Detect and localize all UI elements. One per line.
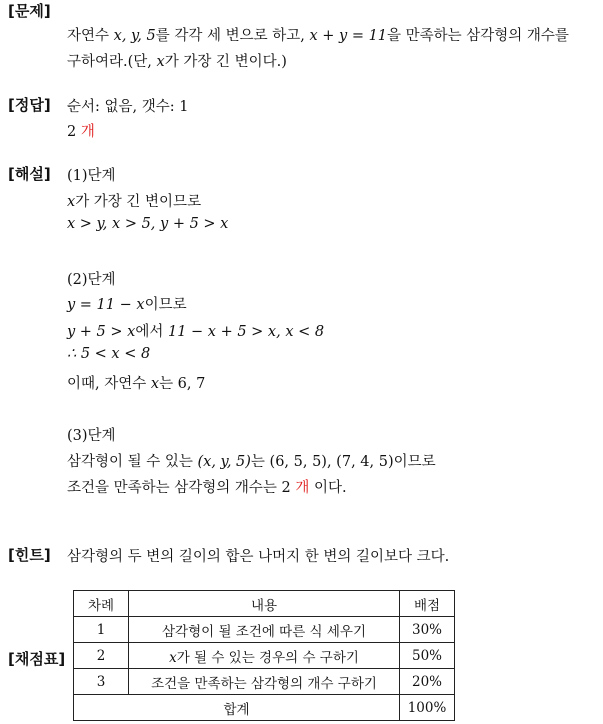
step2-line-1: y = 11 − x이므로 [67, 297, 187, 313]
step2-line-4: 이때, 자연수 x는 6, 7 [67, 376, 206, 392]
step2-line-2: y + 5 > x에서 11 − x + 5 > x, x < 8 [67, 324, 325, 340]
header-points: 배점 [400, 591, 455, 617]
row-content: 삼각형이 될 조건에 따른 식 세우기 [129, 617, 400, 643]
problem-line-2: 구하여라.(단, x가 가장 긴 변이다.) [67, 54, 287, 70]
table-row [74, 643, 455, 669]
step3-line-1: 삼각형이 될 수 있는 (x, y, 5)는 (6, 5, 5), (7, 4, 5)이므로 [67, 454, 436, 470]
total-label: 합계 [74, 695, 400, 721]
hint-label: [힌트] [8, 546, 51, 564]
table-row [74, 669, 455, 695]
step3-line-2: 조건을 만족하는 삼각형의 개수는 2 개 이다. [67, 480, 347, 496]
solution-label: [해설] [8, 165, 51, 183]
rubric-header-row [74, 591, 455, 617]
rubric-label: [채점표] [8, 650, 66, 668]
total-points: 100% [400, 695, 455, 721]
answer-line-2: 2 개 [67, 124, 95, 140]
hint-text: 삼각형의 두 변의 길이의 합은 나머지 한 변의 길이보다 크다. [67, 549, 450, 565]
header-content: 내용 [129, 591, 400, 617]
row-points: 20% [400, 669, 455, 695]
problem-line-1: 자연수 x, y, 5를 각각 세 변으로 하고, x + y = 11을 만족하는 삼각형의 개수를 [67, 28, 569, 44]
step2-line-3: ∴ 5 < x < 8 [67, 346, 151, 362]
row-content: 조건을 만족하는 삼각형의 개수 구하기 [129, 669, 400, 695]
step1-line-2: x > y, x > 5, y + 5 > x [67, 216, 229, 232]
total-row [74, 695, 455, 721]
step3-title: (3)단계 [67, 428, 116, 444]
step1-line-1: x가 가장 긴 변이므로 [67, 194, 202, 210]
row-content: x가 될 수 있는 경우의 수 구하기 [129, 643, 400, 669]
row-step: 2 [74, 643, 129, 669]
step2-title: (2)단계 [67, 272, 116, 288]
rubric-table [73, 590, 455, 721]
row-step: 1 [74, 617, 129, 643]
answer-line-1: 순서: 없음, 갯수: 1 [67, 99, 189, 115]
answer-label: [정답] [8, 96, 51, 114]
problem-label: [문제] [8, 2, 51, 20]
table-row [74, 617, 455, 643]
row-step: 3 [74, 669, 129, 695]
row-points: 30% [400, 617, 455, 643]
row-points: 50% [400, 643, 455, 669]
step1-title: (1)단계 [67, 168, 116, 184]
header-step: 차례 [74, 591, 129, 617]
